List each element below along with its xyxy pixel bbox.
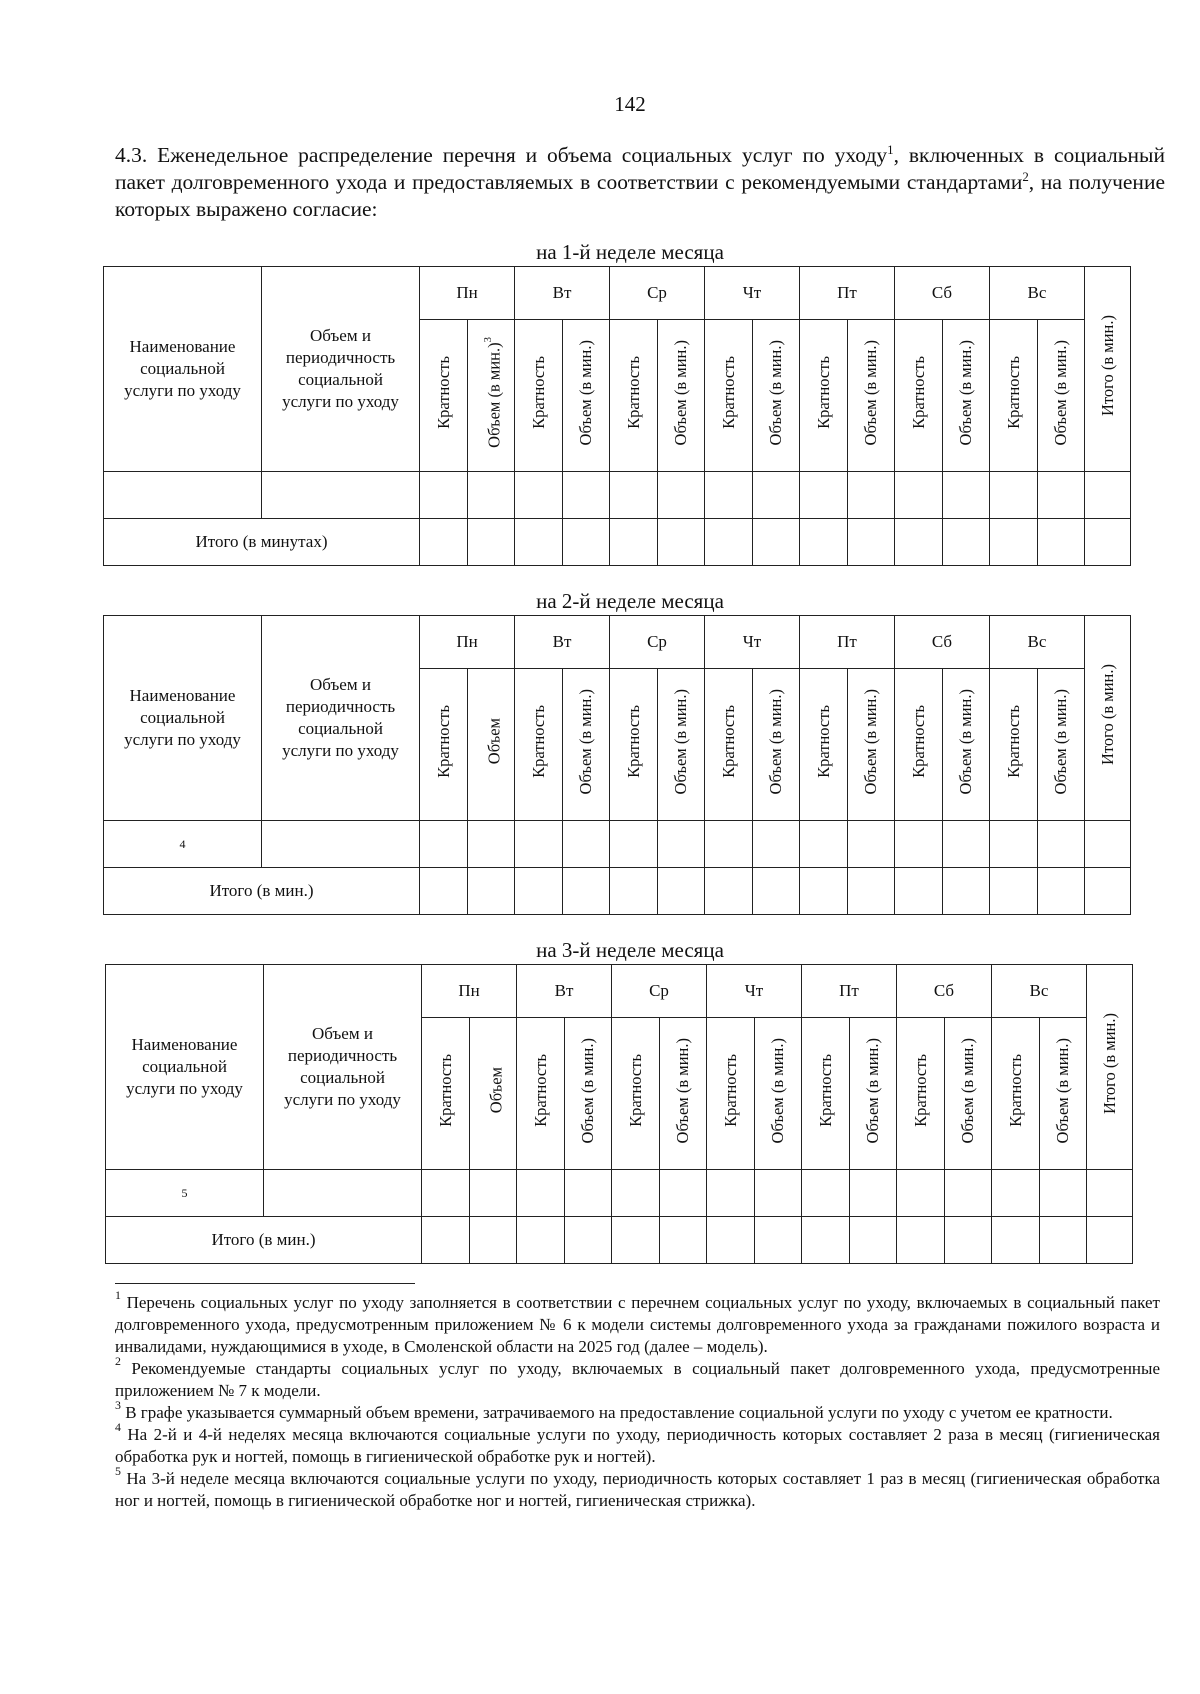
col-header-volume: Объем (в мин.) xyxy=(563,669,610,821)
total-row xyxy=(106,1217,1133,1264)
footnote-5: $^5$ На 3-й неделе месяца включаются социальные услуги по уходу, периодичность которых составляет 1 раз в месяц (гигиеническая обработка ног и ногтей, помощь в гигиенической обработке ног и ногтей, гигиеническая стрижка). xyxy=(115,1464,1160,1510)
input-cell[interactable] xyxy=(848,472,895,519)
input-cell[interactable] xyxy=(897,1170,945,1217)
input-cell[interactable] xyxy=(990,472,1038,519)
total-label: Итого (в минутах) xyxy=(104,519,420,566)
day-header-Вт: Вт xyxy=(517,965,612,1018)
total-cell[interactable] xyxy=(1085,868,1131,915)
input-cell[interactable] xyxy=(848,821,895,868)
volume-periodicity-cell[interactable] xyxy=(264,1170,422,1217)
input-cell[interactable] xyxy=(610,472,658,519)
total-cell[interactable] xyxy=(1038,868,1085,915)
col-header-volume-periodicity: Объем и периодичность социальной услуги по уходу xyxy=(262,267,420,472)
col-header-volume: Объем (в мин.) xyxy=(755,1018,802,1170)
col-header-kratnost: Кратность xyxy=(800,669,848,821)
day-header-Сб: Сб xyxy=(895,616,990,669)
col-header-volume: Объем (в мин.) xyxy=(943,669,990,821)
col-header-volume: Объем (в мин.) xyxy=(563,320,610,472)
total-cell[interactable] xyxy=(612,1217,660,1264)
input-cell[interactable] xyxy=(1087,1170,1133,1217)
day-header-Вт: Вт xyxy=(515,267,610,320)
day-header-Чт: Чт xyxy=(707,965,802,1018)
col-header-kratnost: Кратность xyxy=(517,1018,565,1170)
day-header-Пн: Пн xyxy=(420,616,515,669)
col-header-volume-mon: Объем (в мин.)$^3$ xyxy=(468,320,515,472)
col-header-volume: Объем (в мин.) xyxy=(1038,320,1085,472)
input-cell[interactable] xyxy=(992,1170,1040,1217)
col-header-volume: Объем (в мин.) xyxy=(658,320,705,472)
col-header-kratnost: Кратность xyxy=(895,669,943,821)
service-row xyxy=(104,821,1131,868)
input-cell[interactable] xyxy=(420,472,468,519)
total-cell[interactable] xyxy=(420,868,468,915)
total-cell[interactable] xyxy=(753,868,800,915)
total-cell[interactable] xyxy=(470,1217,517,1264)
col-header-volume-mon: Объем xyxy=(470,1018,517,1170)
total-cell[interactable] xyxy=(895,868,943,915)
total-label: Итого (в мин.) xyxy=(106,1217,422,1264)
col-header-kratnost: Кратность xyxy=(610,669,658,821)
col-header-volume: Объем (в мин.) xyxy=(658,669,705,821)
total-cell[interactable] xyxy=(1087,1217,1133,1264)
service-name-cell[interactable]: 4 xyxy=(104,821,262,868)
input-cell[interactable] xyxy=(515,821,563,868)
total-cell[interactable] xyxy=(515,868,563,915)
input-cell[interactable] xyxy=(943,821,990,868)
col-header-volume: Объем (в мин.) xyxy=(848,320,895,472)
input-cell[interactable] xyxy=(1038,472,1085,519)
total-cell[interactable] xyxy=(943,519,990,566)
total-cell[interactable] xyxy=(565,1217,612,1264)
total-row xyxy=(104,519,1131,566)
day-header-Пт: Пт xyxy=(800,267,895,320)
input-cell[interactable] xyxy=(945,1170,992,1217)
input-cell[interactable] xyxy=(658,821,705,868)
col-header-kratnost: Кратность xyxy=(992,1018,1040,1170)
col-header-kratnost: Кратность xyxy=(705,669,753,821)
volume-periodicity-cell[interactable] xyxy=(262,472,420,519)
total-cell[interactable] xyxy=(1038,519,1085,566)
input-cell[interactable] xyxy=(422,1170,470,1217)
intro-paragraph: 4.3. Еженедельное распределение перечня и объема социальных услуг по уходу$^1$, включенных в социальный пакет долговременного ухода и предоставляемых в соответствии с рекомендуемыми стандартами$^2$, на получение которых выражено согласие: xyxy=(115,142,1166,221)
col-header-kratnost: Кратность xyxy=(897,1018,945,1170)
day-header-Ср: Ср xyxy=(610,616,705,669)
total-cell[interactable] xyxy=(658,519,705,566)
input-cell[interactable] xyxy=(705,821,753,868)
input-cell[interactable] xyxy=(515,472,563,519)
input-cell[interactable] xyxy=(943,472,990,519)
input-cell[interactable] xyxy=(705,472,753,519)
input-cell[interactable] xyxy=(800,472,848,519)
input-cell[interactable] xyxy=(802,1170,850,1217)
input-cell[interactable] xyxy=(563,821,610,868)
total-cell[interactable] xyxy=(1085,519,1131,566)
total-cell[interactable] xyxy=(1040,1217,1087,1264)
day-header-Ср: Ср xyxy=(612,965,707,1018)
day-header-Пн: Пн xyxy=(420,267,515,320)
week-table-1 xyxy=(103,266,1131,566)
col-header-kratnost: Кратность xyxy=(707,1018,755,1170)
footnote-3: $^3$ В графе указывается суммарный объем времени, затрачиваемого на предоставление социальной услуги по уходу с учетом ее кратности. xyxy=(115,1398,1113,1422)
day-header-Чт: Чт xyxy=(705,267,800,320)
total-cell[interactable] xyxy=(990,868,1038,915)
total-cell[interactable] xyxy=(517,1217,565,1264)
col-header-kratnost: Кратность xyxy=(802,1018,850,1170)
footnote-ref-2[interactable]: 2 xyxy=(1022,169,1029,184)
input-cell[interactable] xyxy=(753,821,800,868)
total-cell[interactable] xyxy=(707,1217,755,1264)
day-header-Вс: Вс xyxy=(990,616,1085,669)
day-header-Вс: Вс xyxy=(990,267,1085,320)
total-cell[interactable] xyxy=(848,868,895,915)
col-header-volume: Объем (в мин.) xyxy=(753,320,800,472)
input-cell[interactable] xyxy=(1085,472,1131,519)
service-name-cell[interactable]: 5 xyxy=(106,1170,264,1217)
col-header-kratnost: Кратность xyxy=(515,669,563,821)
service-row xyxy=(106,1170,1133,1217)
total-cell[interactable] xyxy=(848,519,895,566)
day-header-Пн: Пн xyxy=(422,965,517,1018)
col-header-volume-periodicity: Объем и периодичность социальной услуги по уходу xyxy=(264,965,422,1170)
service-row xyxy=(104,472,1131,519)
col-header-service-name: Наименование социальной услуги по уходу xyxy=(104,267,262,472)
total-cell[interactable] xyxy=(705,519,753,566)
total-cell[interactable] xyxy=(800,868,848,915)
col-header-kratnost: Кратность xyxy=(610,320,658,472)
input-cell[interactable] xyxy=(1038,821,1085,868)
col-header-volume: Объем (в мин.) xyxy=(1040,1018,1087,1170)
volume-periodicity-cell[interactable] xyxy=(262,821,420,868)
total-cell[interactable] xyxy=(992,1217,1040,1264)
day-header-Вт: Вт xyxy=(515,616,610,669)
col-header-volume: Объем (в мин.) xyxy=(660,1018,707,1170)
day-header-Пт: Пт xyxy=(802,965,897,1018)
total-cell[interactable] xyxy=(515,519,563,566)
footnote-separator xyxy=(115,1283,415,1284)
week-table-2 xyxy=(103,615,1131,915)
col-header-service-name: Наименование социальной услуги по уходу xyxy=(106,965,264,1170)
col-header-service-name: Наименование социальной услуги по уходу xyxy=(104,616,262,821)
day-header-Чт: Чт xyxy=(705,616,800,669)
service-name-cell[interactable] xyxy=(104,472,262,519)
input-cell[interactable] xyxy=(753,472,800,519)
total-cell[interactable] xyxy=(753,519,800,566)
input-cell[interactable] xyxy=(470,1170,517,1217)
input-cell[interactable] xyxy=(658,472,705,519)
week-caption: на 3-й неделе месяца xyxy=(536,938,724,962)
total-cell[interactable] xyxy=(468,519,515,566)
total-label: Итого (в мин.) xyxy=(104,868,420,915)
total-cell[interactable] xyxy=(658,868,705,915)
footnote-4: $^4$ На 2-й и 4-й неделях месяца включаются социальные услуги по уходу, периодичность которых составляет 2 раза в месяц (гигиеническая обработка рук и ногтей, помощь в гигиенической обработке рук и ногтей). xyxy=(115,1420,1160,1466)
day-header-Сб: Сб xyxy=(897,965,992,1018)
footnotes xyxy=(115,1288,1160,1512)
day-header-Сб: Сб xyxy=(895,267,990,320)
total-cell[interactable] xyxy=(610,519,658,566)
col-header-kratnost: Кратность xyxy=(705,320,753,472)
week-table-3 xyxy=(105,964,1133,1264)
input-cell[interactable] xyxy=(895,472,943,519)
input-cell[interactable] xyxy=(468,821,515,868)
total-cell[interactable] xyxy=(563,519,610,566)
col-header-kratnost: Кратность xyxy=(895,320,943,472)
total-cell[interactable] xyxy=(660,1217,707,1264)
total-cell[interactable] xyxy=(420,519,468,566)
input-cell[interactable] xyxy=(468,472,515,519)
col-header-kratnost: Кратность xyxy=(990,669,1038,821)
input-cell[interactable] xyxy=(800,821,848,868)
input-cell[interactable] xyxy=(1040,1170,1087,1217)
total-cell[interactable] xyxy=(563,868,610,915)
col-header-total: Итого (в мин.) xyxy=(1087,965,1133,1170)
input-cell[interactable] xyxy=(707,1170,755,1217)
total-cell[interactable] xyxy=(422,1217,470,1264)
input-cell[interactable] xyxy=(610,821,658,868)
input-cell[interactable] xyxy=(850,1170,897,1217)
col-header-kratnost: Кратность xyxy=(420,320,468,472)
col-header-volume: Объем (в мин.) xyxy=(943,320,990,472)
col-header-volume-periodicity: Объем и периодичность социальной услуги по уходу xyxy=(262,616,420,821)
week-caption: на 2-й неделе месяца xyxy=(536,589,724,613)
page-number: 142 xyxy=(614,92,646,116)
col-header-kratnost: Кратность xyxy=(612,1018,660,1170)
total-row xyxy=(104,868,1131,915)
total-cell[interactable] xyxy=(610,868,658,915)
day-header-Вс: Вс xyxy=(992,965,1087,1018)
total-cell[interactable] xyxy=(802,1217,850,1264)
col-header-total: Итого (в мин.) xyxy=(1085,616,1131,821)
input-cell[interactable] xyxy=(755,1170,802,1217)
footnote-2: $^2$ Рекомендуемые стандарты социальных услуг по уходу, включаемых в социальный пакет долговременного ухода, предусмотренные приложением № 7 к модели. xyxy=(115,1354,1160,1400)
col-header-volume: Объем (в мин.) xyxy=(848,669,895,821)
total-cell[interactable] xyxy=(468,868,515,915)
col-header-kratnost: Кратность xyxy=(515,320,563,472)
col-header-volume-mon: Объем xyxy=(468,669,515,821)
col-header-volume: Объем (в мин.) xyxy=(945,1018,992,1170)
total-cell[interactable] xyxy=(895,519,943,566)
total-cell[interactable] xyxy=(897,1217,945,1264)
col-header-volume: Объем (в мин.) xyxy=(565,1018,612,1170)
col-header-kratnost: Кратность xyxy=(422,1018,470,1170)
footnote-1: $^1$ Перечень социальных услуг по уходу заполняется в соответствии с перечнем социальных услуг по уходу, включаемых в социальный пакет долговременного ухода, предусмотренным приложением № 6 к модели системы долговременного ухода за гражданами пожилого возраста и инвалидами, нуждающимися в уходе, в Смоленской области на 2025 год (далее – модель). xyxy=(115,1288,1160,1356)
input-cell[interactable] xyxy=(895,821,943,868)
total-cell[interactable] xyxy=(990,519,1038,566)
total-cell[interactable] xyxy=(943,868,990,915)
col-header-volume: Объем (в мин.) xyxy=(850,1018,897,1170)
total-cell[interactable] xyxy=(705,868,753,915)
col-header-kratnost: Кратность xyxy=(420,669,468,821)
col-header-volume: Объем (в мин.) xyxy=(753,669,800,821)
col-header-volume: Объем (в мин.) xyxy=(1038,669,1085,821)
input-cell[interactable] xyxy=(565,1170,612,1217)
day-header-Ср: Ср xyxy=(610,267,705,320)
total-cell[interactable] xyxy=(850,1217,897,1264)
input-cell[interactable] xyxy=(1085,821,1131,868)
input-cell[interactable] xyxy=(517,1170,565,1217)
col-header-kratnost: Кратность xyxy=(990,320,1038,472)
input-cell[interactable] xyxy=(612,1170,660,1217)
input-cell[interactable] xyxy=(660,1170,707,1217)
total-cell[interactable] xyxy=(800,519,848,566)
total-cell[interactable] xyxy=(945,1217,992,1264)
col-header-kratnost: Кратность xyxy=(800,320,848,472)
total-cell[interactable] xyxy=(755,1217,802,1264)
col-header-total: Итого (в мин.) xyxy=(1085,267,1131,472)
day-header-Пт: Пт xyxy=(800,616,895,669)
input-cell[interactable] xyxy=(563,472,610,519)
week-caption: на 1-й неделе месяца xyxy=(536,240,724,264)
footnote-ref-1[interactable]: 1 xyxy=(887,142,894,157)
input-cell[interactable] xyxy=(420,821,468,868)
input-cell[interactable] xyxy=(990,821,1038,868)
